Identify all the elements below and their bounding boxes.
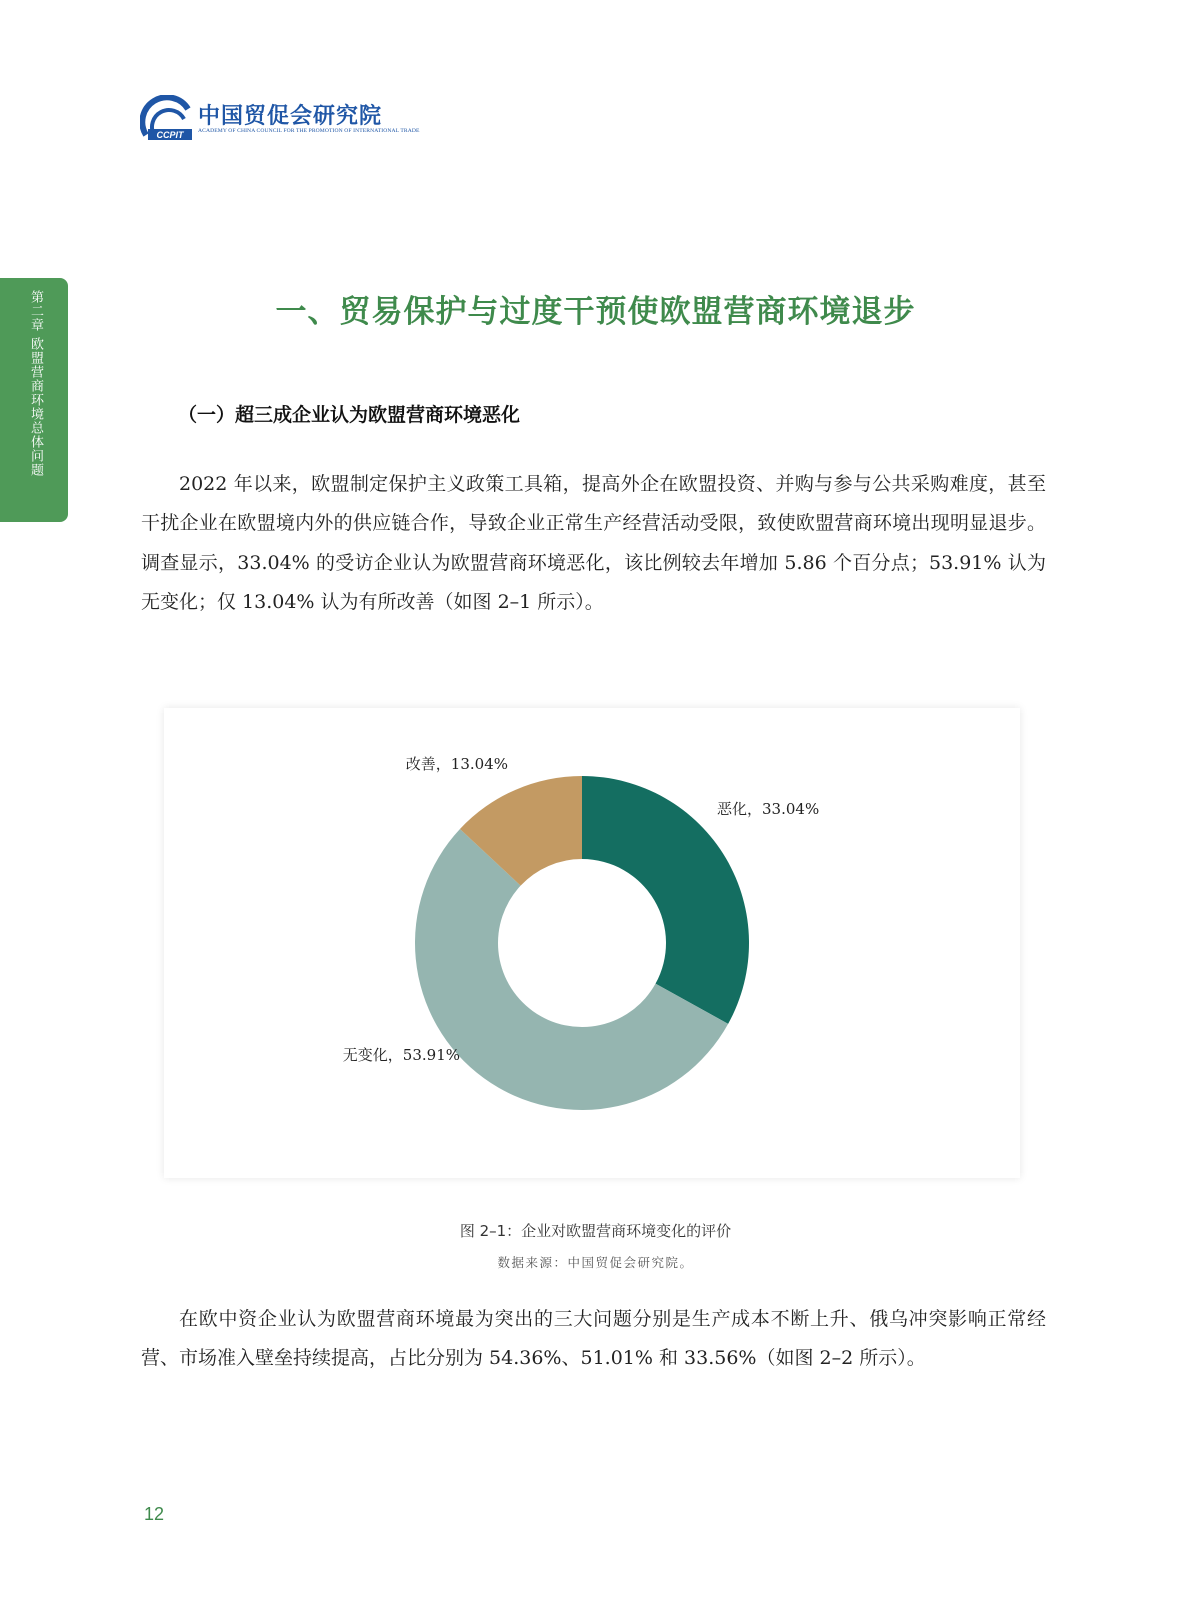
chart-container bbox=[164, 708, 1020, 1178]
figure-source: 数据来源：中国贸促会研究院。 bbox=[497, 1255, 694, 1270]
chapter-side-label: 第二章 欧盟营商环境总体问题 bbox=[28, 290, 43, 478]
page-number: 12 bbox=[144, 1504, 165, 1524]
body-paragraph-1: 2022 年以来，欧盟制定保护主义政策工具箱，提高外企在欧盟投资、并购与参与公共采购难度，甚至干扰企业在欧盟境内外的供应链合作，导致企业正常生产经营活动受限，致使欧盟营商环境出现明显退步。调查显示，33.04% 的受访企业认为欧盟营商环境恶化，该比例较去年增加 5.86 个百分点；53.91% 认为无变化；仅 13.04% 认为有所改善（如图 2–1 所示）。 bbox=[141, 473, 1046, 614]
subsection-title: （一）超三成企业认为欧盟营商环境恶化 bbox=[178, 404, 521, 426]
logo-english-name: ACADEMY OF CHINA COUNCIL FOR THE PROMOTION OF INTERNATIONAL TRADE bbox=[198, 128, 420, 134]
body-paragraph-2: 在欧中资企业认为欧盟营商环境最为突出的三大问题分别是生产成本不断上升、俄乌冲突影响正常经营、市场准入壁垒持续提高，占比分别为 54.36%、51.01% 和 33.56%（如图 2–2 所示）。 bbox=[141, 1308, 1046, 1370]
slice-label-1: 无变化，53.91% bbox=[342, 1046, 460, 1064]
slice-label-2: 改善，13.04% bbox=[405, 755, 508, 773]
figure-caption: 图 2–1：企业对欧盟营商环境变化的评价 bbox=[459, 1222, 732, 1240]
section-title: 一、贸易保护与过度干预使欧盟营商环境退步 bbox=[275, 294, 916, 330]
slice-label-0: 恶化，33.04% bbox=[717, 800, 820, 818]
ccpit-logo bbox=[140, 95, 420, 151]
logo-chinese-name: 中国贸促会研究院 bbox=[198, 104, 383, 129]
ccpit-emblem-icon bbox=[140, 95, 196, 143]
logo-abbr-text: CCPIT bbox=[156, 130, 184, 140]
donut-chart bbox=[164, 708, 1020, 1178]
